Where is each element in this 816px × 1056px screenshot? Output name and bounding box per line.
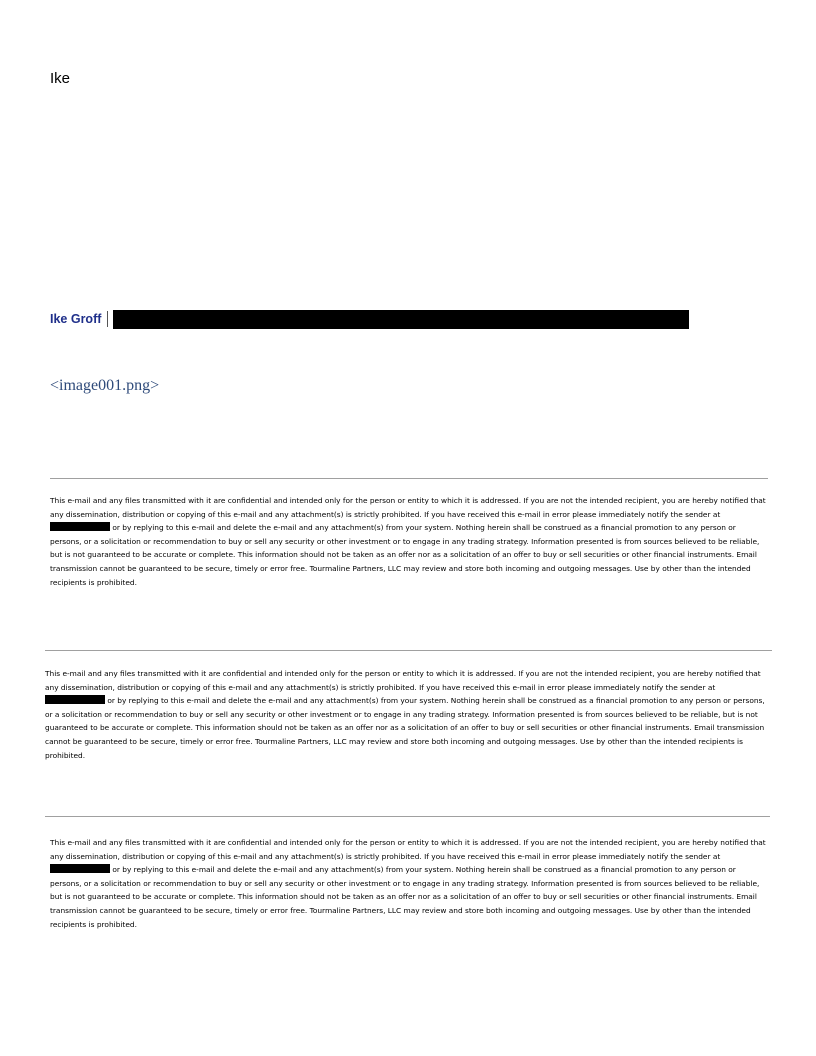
signature-line <box>50 309 689 329</box>
redaction-bar <box>113 310 689 329</box>
redaction-bar <box>45 695 105 704</box>
signature-name: Ike Groff <box>50 312 102 326</box>
signature-separator <box>107 311 108 327</box>
disclaimer-text: or by replying to this e-mail and delete the e-mail and any attachment(s) from your system. Nothing herein shall be construed as a financial promotion to any person or persons, or a solicitation or recommendation to buy or sell any security or other investment or to engage in any trading strategy. Information presented is from sources believed to be reliable, but is not guaranteed to be accurate or complete. This information should not be taken as an offer nor as a solicitation of an offer to buy or sell securities or other financial instruments. Email transmission cannot be guaranteed to be secure, timely or error free. Tourmaline Partners, LLC may review and store both incoming and outgoing messages. Use by other than the intended recipients is prohibited. <box>45 696 765 760</box>
disclaimer-block <box>45 667 772 762</box>
divider <box>45 816 770 817</box>
redaction-bar <box>50 522 110 531</box>
disclaimer-text: This e-mail and any files transmitted with it are confidential and intended only for the person or entity to which it is addressed. If you are not the intended recipient, you are hereby notified that any dissemination, distribution or copying of this e-mail and any attachment(s) is strictly prohibited. If you have received this e-mail in error please immediately notify the sender at <box>50 838 766 861</box>
divider <box>45 650 772 651</box>
disclaimer-text: This e-mail and any files transmitted with it are confidential and intended only for the person or entity to which it is addressed. If you are not the intended recipient, you are hereby notified that any dissemination, distribution or copying of this e-mail and any attachment(s) is strictly prohibited. If you have received this e-mail in error please immediately notify the sender at <box>50 496 766 519</box>
disclaimer-text: or by replying to this e-mail and delete the e-mail and any attachment(s) from your system. Nothing herein shall be construed as a financial promotion to any person or persons, or a solicitation or recommendation to buy or sell any security or other investment or to engage in any trading strategy. Information presented is from sources believed to be reliable, but is not guaranteed to be accurate or complete. This information should not be taken as an offer nor as a solicitation of an offer to buy or sell securities or other financial instruments. Email transmission cannot be guaranteed to be secure, timely or error free. Tourmaline Partners, LLC may review and store both incoming and outgoing messages. Use by other than the intended recipients is prohibited. <box>50 865 760 929</box>
disclaimer-text: or by replying to this e-mail and delete the e-mail and any attachment(s) from your system. Nothing herein shall be construed as a financial promotion to any person or persons, or a solicitation or recommendation to buy or sell any security or other investment or to engage in any trading strategy. Information presented is from sources believed to be reliable, but is not guaranteed to be accurate or complete. This information should not be taken as an offer nor as a solicitation of an offer to buy or sell securities or other financial instruments. Email transmission cannot be guaranteed to be secure, timely or error free. Tourmaline Partners, LLC may review and store both incoming and outgoing messages. Use by other than the intended recipients is prohibited. <box>50 523 760 587</box>
disclaimer-block <box>50 494 766 589</box>
disclaimer-block <box>50 836 766 931</box>
disclaimer-text: This e-mail and any files transmitted with it are confidential and intended only for the person or entity to which it is addressed. If you are not the intended recipient, you are hereby notified that any dissemination, distribution or copying of this e-mail and any attachment(s) is strictly prohibited. If you have received this e-mail in error please immediately notify the sender at <box>45 669 761 692</box>
redaction-bar <box>50 864 110 873</box>
image-placeholder: <image001.png> <box>50 377 160 394</box>
greeting: Ike <box>50 70 71 87</box>
divider <box>50 478 768 479</box>
